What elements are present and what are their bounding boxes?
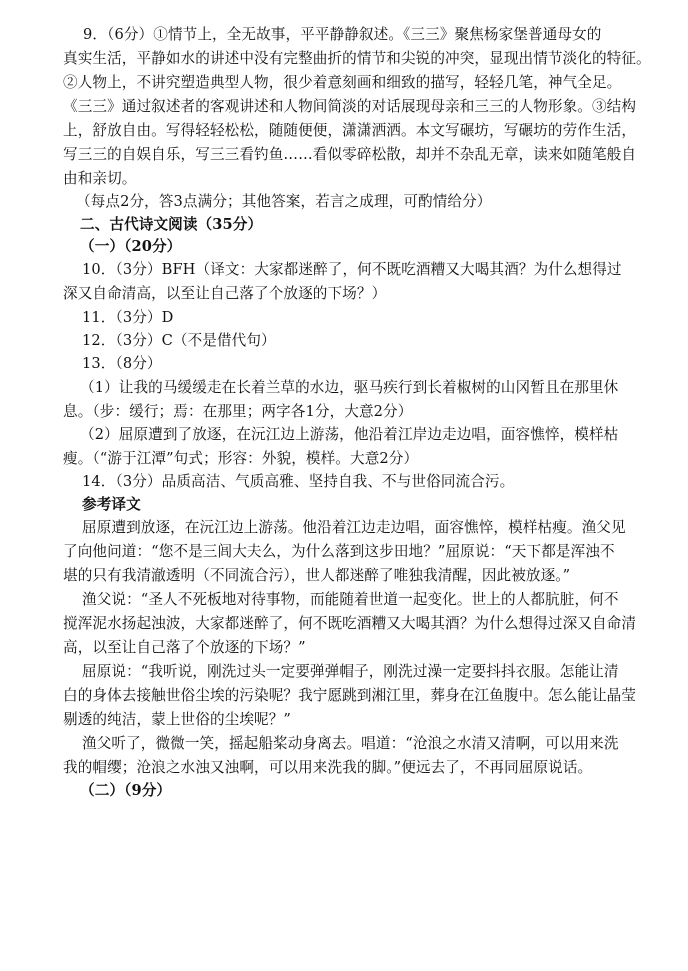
text-line: 10．（3分）BFH（译文：大家都迷醉了，何不既吃酒糟又大喝其酒？为什么想得过 <box>82 261 622 278</box>
text-line: 息。（步：缓行；焉：在那里；两字各1分，大意2分） <box>63 403 413 420</box>
text-line: 屈原说：“我听说，刚洗过头一定要弹弹帽子，刚洗过澡一定要抖抖衣服。怎能让清 <box>82 663 619 680</box>
text-line: 《三三》通过叙述者的客观讲述和人物间简淡的对话展现母亲和三三的人物形象。③结构 <box>63 98 637 115</box>
text-line: 瘦。（“游于江潭”句式；形容：外貌，模样。大意2分） <box>63 450 419 467</box>
text-line: 写三三的自娱自乐，写三三看钓鱼……看似零碎松散，却并不杂乱无章，读来如随笔般自 <box>63 146 637 163</box>
text-line: 搅浑泥水扬起浊波，大家都迷醉了，何不既吃酒糟又大喝其酒？为什么想得过深又自命清 <box>63 615 637 632</box>
subsection-heading: （一）（20分） <box>80 238 182 255</box>
text-line: 上，舒放自由。写得轻轻松松，随随便便，潇潇洒洒。本文写碾坊，写碾坊的劳作生活， <box>63 122 637 139</box>
text-line: 屈原遭到放逐，在沅江边上游荡。他沿着江边走边唱，面容憔悴，模样枯瘦。渔父见 <box>82 519 626 536</box>
text-line: 12．（3分）C（不是借代句） <box>82 332 276 349</box>
text-line: 由和亲切。 <box>63 170 137 187</box>
text-line: （1）让我的马缓缓走在长着兰草的水边，驱马疾行到长着椒树的山冈暂且在那里休 <box>80 379 619 396</box>
text-line: 深又自命清高，以至让自己落了个放逐的下场？） <box>63 285 387 302</box>
text-line: ②人物上，不讲究塑造典型人物，很少着意刻画和细致的描写，轻轻几笔，神气全足。 <box>63 74 622 91</box>
section-heading: 二、古代诗文阅读（35分） <box>80 216 263 233</box>
text-line: 剔透的纯洁，蒙上世俗的尘埃呢？” <box>63 711 291 728</box>
text-line: 渔父说：“圣人不死板地对待事物，而能随着世道一起变化。世上的人都肮脏，何不 <box>82 591 619 608</box>
text-line: 我的帽缨；沧浪之水浊又浊啊，可以用来洗我的脚。”便远去了，不再同屈原说话。 <box>63 759 593 776</box>
scoring-note: （每点2分，答3点满分；其他答案，若言之成理，可酌情给分） <box>76 193 492 210</box>
text-line: 白的身体去接触世俗尘埃的污染呢？我宁愿跳到湘江里，葬身在江鱼腹中。怎么能让晶莹 <box>63 687 637 704</box>
translation-heading: 参考译文 <box>82 496 141 513</box>
text-line: 堪的只有我清澈透明（不同流合污），世人都迷醉了唯独我清醒，因此被放逐。” <box>63 567 571 584</box>
text-line: 了向他问道：“您不是三闾大夫么，为什么落到这步田地？”屈原说：“天下都是浑浊不 <box>63 543 615 560</box>
text-line: 真实生活，平静如水的讲述中没有完整曲折的情节和尖锐的冲突，显现出情节淡化的特征。 <box>63 50 651 67</box>
text-line: 高，以至让自己落了个放逐的下场？” <box>63 639 306 656</box>
text-line: 9．（6分）①情节上，全无故事，平平静静叙述。《三三》聚焦杨家堡普通母女的 <box>83 26 602 43</box>
text-line: 13．（8分） <box>82 355 162 372</box>
subsection-heading: （二）（9分） <box>80 782 172 799</box>
text-line: 渔父听了，微微一笑，摇起船桨动身离去。唱道：“沧浪之水清又清啊，可以用来洗 <box>82 735 619 752</box>
text-line: 14．（3分）品质高洁、气质高雅、坚持自我、不与世俗同流合污。 <box>82 473 515 490</box>
text-line: （2）屈原遭到了放逐，在沅江边上游荡，他沿着江岸边走边唱，面容憔悴，模样枯 <box>80 426 619 443</box>
text-line: 11．（3分）D <box>82 309 174 326</box>
